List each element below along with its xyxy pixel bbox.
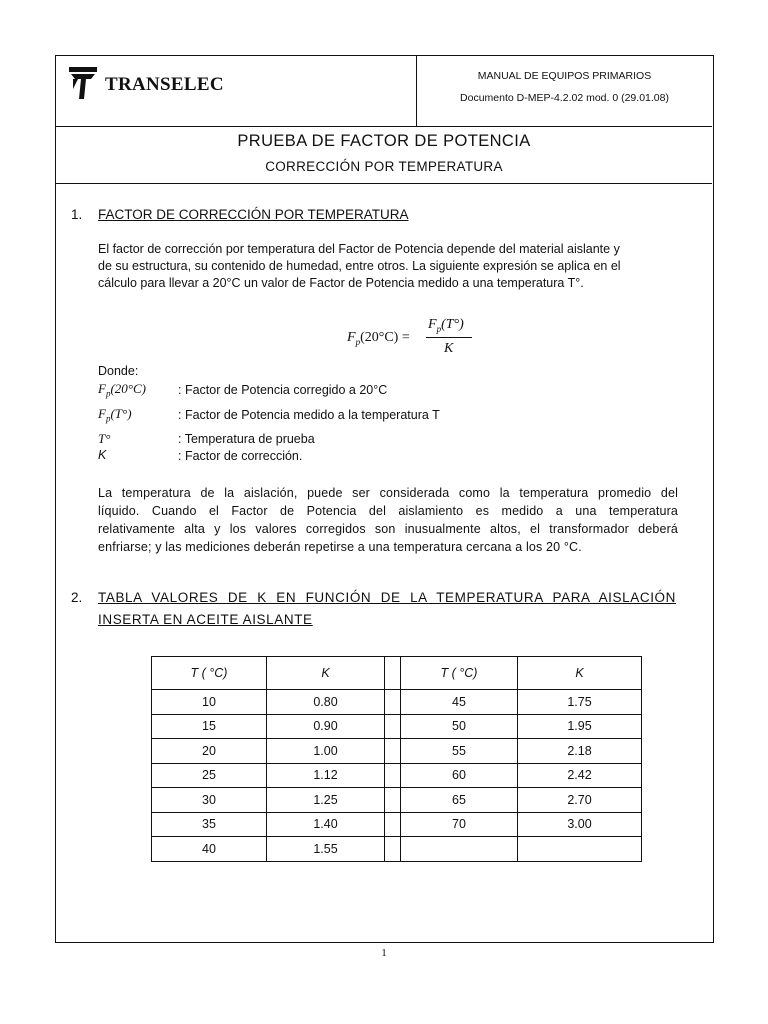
section-2-heading-line1: TABLA VALORES DE K EN FUNCIÓN DE LA TEMPERATURA PARA AISLACIÓN [98,590,676,605]
table-cell: 10 [152,690,267,715]
table-row [152,788,642,813]
section-2-heading-line2: INSERTA EN ACEITE AISLANTE [98,612,313,627]
table-row [152,763,642,788]
intro-line: cálculo para llevar a 20°C un valor de Factor de Potencia medido a una temperatura T°. [98,276,584,290]
table-cell: 60 [401,763,518,788]
table-cell [401,837,518,862]
definition-description: : Factor de Potencia medido a la temperatura T [178,408,440,422]
table-cell: 40 [152,837,267,862]
table-cell: 1.25 [267,788,385,813]
note-line: líquido. Cuando el Factor de Potencia del aislamiento es medido a una temperatura [98,504,678,518]
table-cell: 15 [152,714,267,739]
table-header-cell: K [518,657,642,690]
table-row [152,812,642,837]
note-line: enfriarse; y las mediciones deberán repetirse a una temperatura cercana a los 20 °C. [98,540,582,554]
table-row [152,690,642,715]
document-header [56,56,712,127]
page-title: PRUEBA DE FACTOR DE POTENCIA [237,132,531,150]
table-cell: 50 [401,714,518,739]
table-row [152,837,642,862]
table-spacer-cell [385,690,401,715]
table-spacer-cell [385,739,401,764]
table-spacer-cell [385,788,401,813]
note-line: La temperatura de la aislación, puede ser considerada como la temperatura promedio del [98,486,678,500]
fraction-bar [426,337,472,338]
table-cell: 2.42 [518,763,642,788]
definition-term: $F_p(20^\circ C)$ [98,381,146,399]
table-cell: 55 [401,739,518,764]
table-cell: 70 [401,812,518,837]
page-number: 1 [381,947,387,959]
k-values-table [151,656,642,862]
table-cell [518,837,642,862]
transelec-logo-icon [69,67,97,99]
table-cell: 1.00 [267,739,385,764]
table-cell: 1.12 [267,763,385,788]
note-line: relativamente alta y los valores corregidos son inusualmente altos, el transformador deberá [98,522,678,536]
table-cell: 3.00 [518,812,642,837]
page-subtitle: CORRECCIÓN POR TEMPERATURA [265,159,503,174]
table-cell: 1.75 [518,690,642,715]
section-1-heading: FACTOR DE CORRECCIÓN POR TEMPERATURA [98,207,409,222]
section-1-note [98,484,678,556]
definition-term: T° [98,431,111,446]
manual-name: MANUAL DE EQUIPOS PRIMARIOS [477,70,652,82]
definition-description: : Factor de Potencia corregido a 20°C [178,383,388,397]
formula-denominator: K [444,341,454,356]
where-label: Donde: [98,364,139,378]
definition-description: : Factor de corrección. [178,449,303,463]
table-cell: 1.95 [518,714,642,739]
table-header-row [152,657,642,690]
title-box [56,126,712,184]
intro-line: El factor de corrección por temperatura del Factor de Potencia depende del material aislante y [98,242,620,256]
table-cell: 1.55 [267,837,385,862]
table-spacer-cell [385,763,401,788]
intro-line: de su estructura, su contenido de humedad, entre otros. La siguiente expresión se aplica en el [98,259,621,273]
table-cell: 65 [401,788,518,813]
table-cell: 0.80 [267,690,385,715]
correction-formula [340,313,500,361]
table-cell: 25 [152,763,267,788]
table-spacer-cell [385,714,401,739]
section-1-number: 1. [71,207,83,222]
table-spacer-cell [385,812,401,837]
table-header-cell: T ( °C) [401,657,518,690]
table-spacer-cell [385,837,401,862]
table-cell: 0.90 [267,714,385,739]
table-header-cell: T ( °C) [152,657,267,690]
brand-name: TRANSELEC [105,74,224,95]
table-header-cell: K [267,657,385,690]
table-cell: 30 [152,788,267,813]
definition-term: K [98,448,107,462]
definition-term: $F_p(T^\circ)$ [98,406,132,424]
logo-cell [56,56,417,126]
table-row [152,714,642,739]
table-row [152,739,642,764]
formula-numerator: $F_p(T^\circ)$ [428,317,464,334]
section-2-number: 2. [71,590,83,605]
definition-description: : Temperatura de prueba [178,432,315,446]
table-cell: 2.18 [518,739,642,764]
document-info [417,56,712,126]
table-cell: 1.40 [267,812,385,837]
table-spacer-cell [385,657,401,690]
document-code: Documento D-MEP-4.2.02 mod. 0 (29.01.08) [460,92,669,104]
table-cell: 20 [152,739,267,764]
table-cell: 35 [152,812,267,837]
table-cell: 45 [401,690,518,715]
formula-lhs: $F_p(20^\circ C)$ = [347,330,410,347]
section-1-intro [98,241,678,292]
table-cell: 2.70 [518,788,642,813]
